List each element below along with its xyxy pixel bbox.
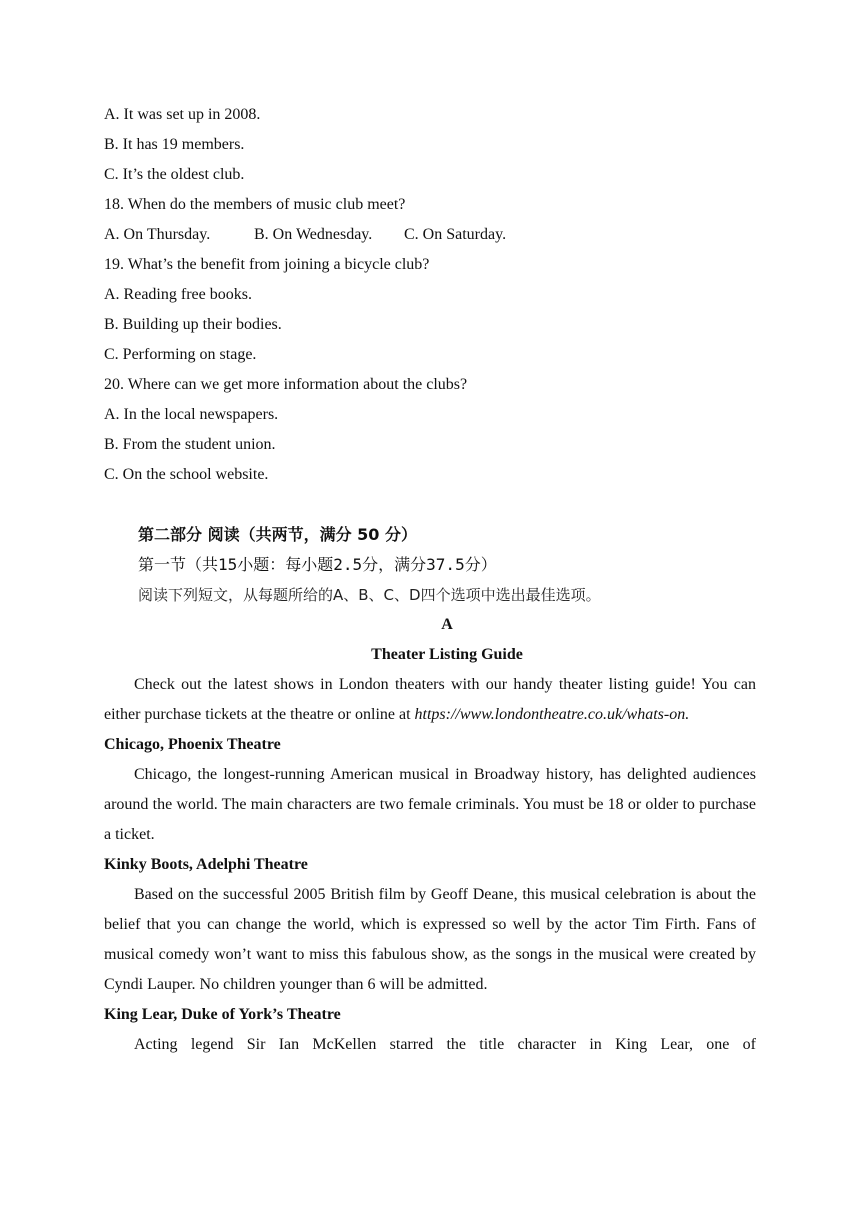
q19-option-a: A. Reading free books.	[104, 286, 252, 303]
q20-option-b: B. From the student union.	[104, 436, 276, 453]
q18-option-b: B. On Wednesday.	[254, 226, 373, 243]
q19-stem: 19. What’s the benefit from joining a bicycle club?	[104, 256, 430, 273]
section1-heading: 第一节（共15小题：每小题2.5分，满分37.5分）	[138, 555, 497, 574]
show-title-chicago: Chicago, Phoenix Theatre	[104, 736, 281, 753]
intro-text: Check out the latest shows in London theaters with our handy theater listing guide! You can either purchase tickets at the theatre or online at	[104, 676, 756, 723]
q18-option-a: A. On Thursday.	[104, 226, 211, 243]
show-text-king-lear: Acting legend Sir Ian McKellen starred the title character in King Lear, one of	[134, 1036, 756, 1053]
q19-option-b: B. Building up their bodies.	[104, 316, 282, 333]
part2-heading: 第二部分 阅读（共两节，满分 50 分）	[138, 525, 417, 544]
show-title-kinky-boots: Kinky Boots, Adelphi Theatre	[104, 856, 308, 873]
q17-option-a: A. It was set up in 2008.	[104, 106, 261, 123]
intro-url: https://www.londontheatre.co.uk/whats-on.	[414, 706, 690, 723]
passage-intro	[104, 670, 756, 730]
q18-option-c: C. On Saturday.	[404, 226, 507, 243]
q19-option-c: C. Performing on stage.	[104, 346, 257, 363]
document-page	[104, 100, 756, 1060]
show-text-kinky-boots: Based on the successful 2005 British film by Geoff Deane, this musical celebration is about the belief that you can change the world, which is expressed so well by the actor Tim Firth. Fans of musical comedy won’t want to miss this fabulous show, as the songs in the musical were created by Cyndi Lauper. No children younger than 6 will be admitted.	[104, 886, 756, 993]
q18-options	[104, 220, 756, 250]
spacer	[104, 490, 756, 520]
q20-option-c: C. On the school website.	[104, 466, 269, 483]
q17-option-c: C. It’s the oldest club.	[104, 166, 245, 183]
reading-instruction: 阅读下列短文，从每题所给的A、B、C、D四个选项中选出最佳选项。	[138, 586, 601, 604]
q17-option-b: B. It has 19 members.	[104, 136, 245, 153]
q20-option-a: A. In the local newspapers.	[104, 406, 279, 423]
q20-stem: 20. Where can we get more information about the clubs?	[104, 376, 468, 393]
passage-letter: A	[441, 616, 453, 633]
show-text-chicago: Chicago, the longest-running American musical in Broadway history, has delighted audiences around the world. The main characters are two female criminals. You must be 18 or older to purchase a ticket.	[104, 766, 756, 843]
show-title-king-lear: King Lear, Duke of York’s Theatre	[104, 1006, 341, 1023]
passage-title: Theater Listing Guide	[371, 646, 523, 663]
q18-stem: 18. When do the members of music club meet?	[104, 196, 406, 213]
